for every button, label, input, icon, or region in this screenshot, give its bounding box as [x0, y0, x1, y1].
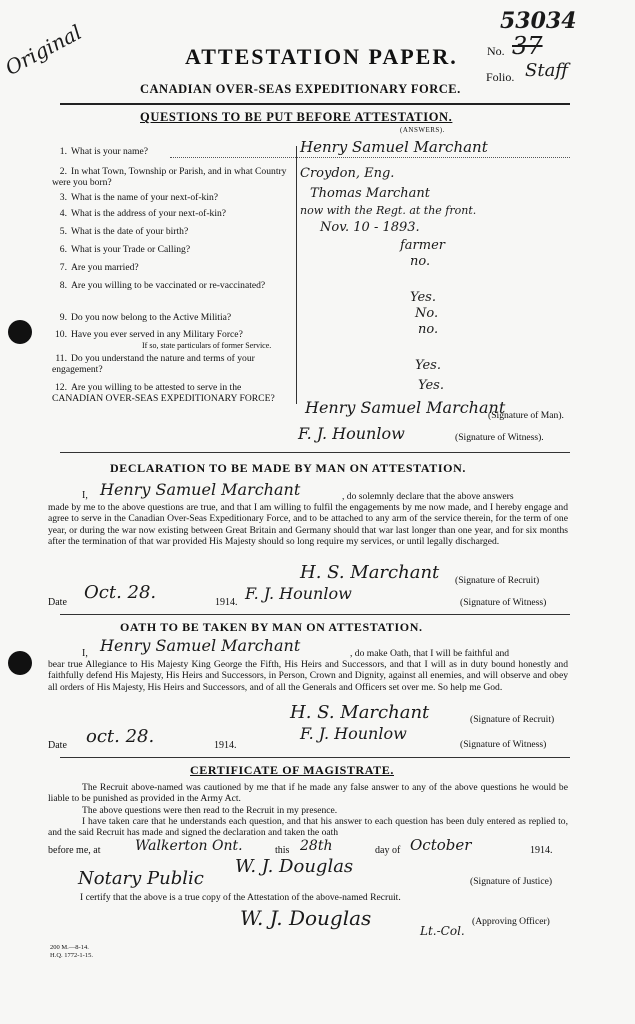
divider	[60, 614, 570, 615]
declaration-recruit-label: (Signature of Recruit)	[455, 575, 540, 586]
question-12: 12. Are you willing to be attested to serve in the CANADIAN OVER-SEAS EXPEDITIONARY FORCE?	[52, 382, 275, 404]
declaration-name: Henry Samuel Marchant	[100, 480, 301, 499]
divider	[60, 103, 570, 105]
oath-witness-label: (Signature of Witness)	[460, 739, 547, 750]
question-4: 4. What is the address of your next-of-kin?	[59, 208, 227, 219]
certificate-place: Walkerton Ont.	[135, 838, 243, 854]
answer-4: now with the Regt. at the front.	[300, 204, 477, 217]
question-9: 9. Do you now belong to the Active Militia?	[59, 312, 232, 323]
certificate-p3: I have taken care that he understands each question, and that his answer to each question has been duly entered as replied to, and the said Recruit has made and signed the declaration and taken the oath	[48, 816, 568, 839]
witness-signature-label-1: (Signature of Witness).	[455, 432, 544, 443]
oath-date-value: oct. 28.	[86, 726, 155, 747]
question-11: 11. Do you understand the nature and terms of your engagement?	[52, 353, 255, 375]
justice-signature: W. J. Douglas	[235, 856, 354, 877]
answer-10: no.	[418, 322, 439, 337]
answer-6: farmer	[400, 238, 446, 253]
regimental-number: 53034	[500, 8, 577, 34]
oath-i: I,	[82, 648, 88, 659]
certificate-header: CERTIFICATE OF MAGISTRATE.	[190, 763, 394, 777]
page-subtitle: CANADIAN OVER-SEAS EXPEDITIONARY FORCE.	[140, 82, 461, 96]
declaration-text: made by me to the above questions are true, and that I am willing to fulfil the engagements by me now made, and I hereby engage and agree to serve in the Canadian Over-Seas Expeditionary Force, and to be attached to any arm of the service therein, for the term of one year, or during the war now existing between Great Britain and Germany should that war last longer than one year, and for six months after the termination of that war provided His Majesty should so long require my services, or until legally discharged.	[48, 502, 568, 547]
oath-header: OATH TO BE TAKEN BY MAN ON ATTESTATION.	[120, 620, 423, 634]
declaration-witness-signature: F. J. Hounlow	[245, 584, 352, 603]
answer-9: No.	[415, 306, 439, 321]
declaration-date-value: Oct. 28.	[84, 582, 157, 603]
punch-hole	[8, 320, 32, 344]
punch-hole	[8, 651, 32, 675]
question-5: 5. What is the date of your birth?	[59, 226, 189, 237]
no-value: 37	[512, 32, 543, 60]
page-title: ATTESTATION PAPER.	[185, 44, 458, 69]
oath-year: 1914.	[214, 740, 237, 751]
officer-label: (Approving Officer)	[472, 916, 550, 927]
question-1: 1. What is your name?	[59, 146, 148, 157]
certificate-p2: The above questions were then read to the Recruit in my presence.	[82, 805, 338, 816]
question-2: 2. In what Town, Township or Parish, and in what Country were you born?	[52, 166, 287, 188]
no-label: No.	[487, 44, 505, 58]
oath-text: bear true Allegiance to His Majesty King George the Fifth, His Heirs and Successors, and that I will as in duty bound honestly and faithfully defend His Majesty, His Heirs and Successors, in Person, Crown and Dignity, against all enemies, and will observe and obey all orders of His Majesty, His Heirs and Successors, and of all the Generals and Officers set over me. So help me God.	[48, 659, 568, 693]
answer-line	[170, 157, 570, 158]
answer-2: Croydon, Eng.	[300, 166, 395, 181]
oath-name: Henry Samuel Marchant	[100, 636, 301, 655]
answer-3: Thomas Marchant	[310, 186, 431, 201]
answer-12: Yes.	[418, 378, 444, 393]
declaration-year: 1914.	[215, 597, 238, 608]
divider	[60, 757, 570, 758]
man-signature: Henry Samuel Marchant	[305, 398, 506, 417]
notary-public: Notary Public	[78, 868, 204, 889]
question-6: 6. What is your Trade or Calling?	[59, 244, 191, 255]
question-3: 3. What is the name of your next-of-kin?	[59, 192, 219, 203]
margin-note: Original	[1, 19, 86, 81]
answer-8: Yes.	[410, 290, 436, 305]
certificate-month: October	[410, 836, 472, 854]
question-10: 10. Have you ever served in any Military Force? If so, state particulars of former Service.	[55, 329, 272, 350]
before-me-label: before me, at	[48, 845, 101, 856]
declaration-witness-label: (Signature of Witness)	[460, 597, 547, 608]
justice-label: (Signature of Justice)	[470, 876, 553, 887]
declaration-date-label: Date	[48, 597, 67, 608]
this-label: this	[275, 845, 290, 856]
declaration-text1: , do solemnly declare that the above answers	[342, 491, 514, 502]
officer-signature: W. J. Douglas	[240, 906, 372, 930]
oath-recruit-label: (Signature of Recruit)	[470, 714, 555, 725]
answer-1: Henry Samuel Marchant	[300, 138, 488, 156]
declaration-i: I,	[82, 490, 88, 501]
answers-label: (ANSWERS).	[400, 126, 445, 134]
footer-line-1: 200 M.—8-14.	[50, 944, 89, 951]
certificate-day: 28th	[300, 838, 333, 854]
folio-value: Staff	[525, 60, 569, 81]
question-8: 8. Are you willing to be vaccinated or re-vaccinated?	[59, 280, 266, 291]
question-7: 7. Are you married?	[59, 262, 139, 273]
oath-date-label: Date	[48, 740, 67, 751]
oath-witness-signature: F. J. Hounlow	[300, 724, 407, 743]
answer-11: Yes.	[415, 358, 441, 373]
day-of-label: day of	[375, 845, 401, 856]
footer-line-2: H.Q. 1772-1-15.	[50, 952, 93, 959]
divider	[60, 452, 570, 453]
oath-text1: , do make Oath, that I will be faithful and	[350, 648, 510, 659]
declaration-header: DECLARATION TO BE MADE BY MAN ON ATTESTATION.	[110, 461, 466, 475]
oath-recruit-signature: H. S. Marchant	[290, 702, 430, 723]
certificate-p1: The Recruit above-named was cautioned by me that if he made any false answer to any of the above questions he would be liable to be punished as provided in the Army Act.	[48, 782, 568, 805]
certify-text: I certify that the above is a true copy of the Attestation of the above-named Recruit.	[80, 892, 401, 903]
man-signature-label: (Signature of Man).	[488, 410, 564, 421]
folio-label: Folio.	[486, 70, 515, 84]
answer-5: Nov. 10 - 1893.	[320, 220, 420, 235]
declaration-recruit-signature: H. S. Marchant	[300, 562, 440, 583]
officer-rank: Lt.-Col.	[420, 924, 465, 938]
certificate-year: 1914.	[530, 845, 553, 856]
questions-header: QUESTIONS TO BE PUT BEFORE ATTESTATION.	[140, 110, 453, 124]
bracket	[296, 146, 297, 404]
witness-signature-1: F. J. Hounlow	[298, 424, 405, 443]
answer-7: no.	[410, 254, 431, 269]
